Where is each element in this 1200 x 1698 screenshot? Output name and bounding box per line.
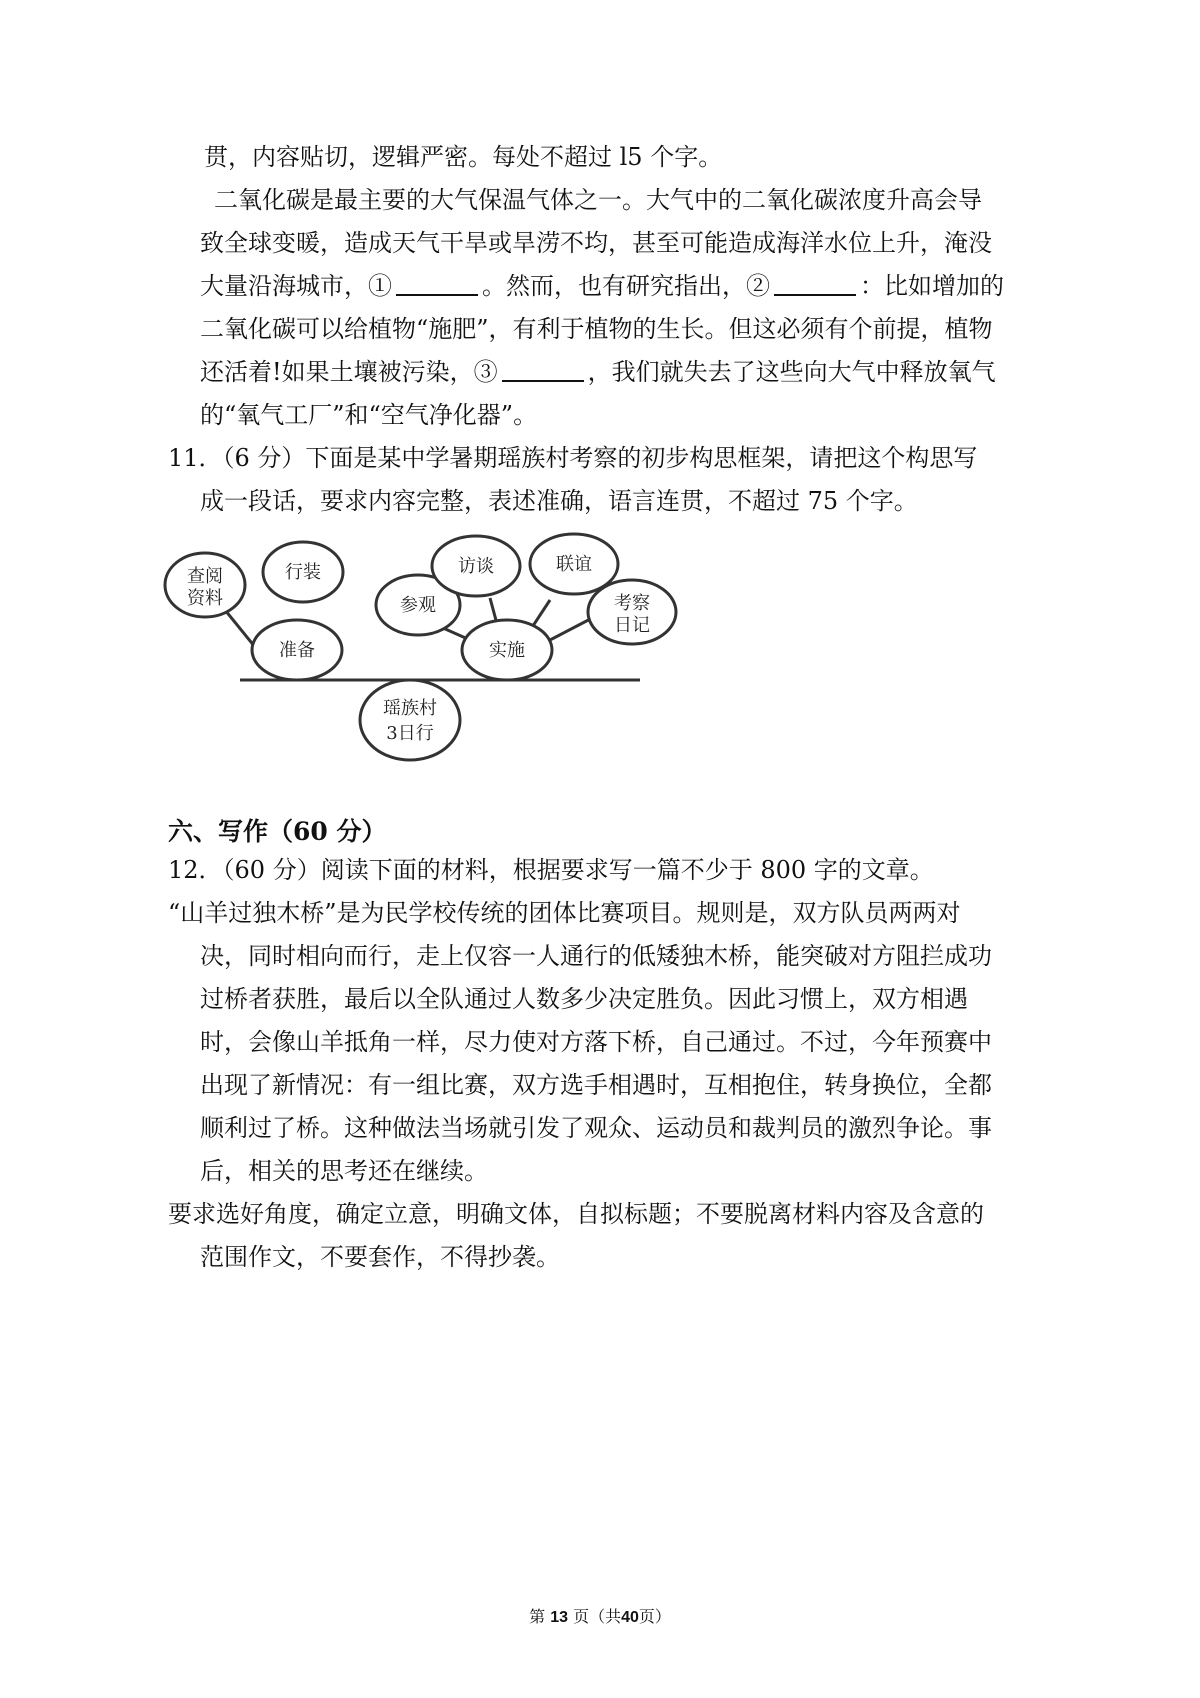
node-prep-label: 准备 [279, 640, 315, 661]
node-consult-label-2: 资料 [187, 588, 223, 609]
q12-material-line: 顺利过了桥。这种做法当场就引发了观众、运动员和裁判员的激烈争论。事 [200, 1114, 992, 1142]
q12-material-line: 后，相关的思考还在继续。 [200, 1157, 488, 1185]
footer-prefix: 第 [529, 1607, 546, 1626]
node-impl-label: 实施 [489, 640, 525, 661]
text-segment: 大量沿海城市，① [200, 272, 392, 300]
answer-blank-3 [502, 358, 584, 382]
mind-map-diagram [160, 530, 720, 830]
node-root-label-2: 3日行 [386, 723, 434, 744]
footer-total-pages: 40 [621, 1609, 639, 1626]
node-root [360, 680, 460, 760]
section-heading-writing: 六、写作（60 分） [168, 817, 387, 846]
node-friendship-label: 联谊 [556, 554, 592, 575]
q12-material-line: 出现了新情况：有一组比赛，双方选手相遇时，互相抱住，转身换位，全都 [200, 1071, 992, 1099]
text-segment: ，我们就失去了这些向大气中释放氧气 [587, 358, 996, 386]
q10-paragraph-line: 二氧化碳是最主要的大气保温气体之一。大气中的二氧化碳浓度升高会导 [214, 186, 982, 214]
q10-paragraph-line: 的“氧气工厂”和“空气净化器”。 [200, 401, 538, 429]
q12-material-line: 过桥者获胜，最后以全队通过人数多少决定胜负。因此习惯上，双方相遇 [200, 985, 968, 1013]
q12-requirement-line: 范围作文，不要套作，不得抄袭。 [200, 1243, 560, 1271]
q12-material-line: 决，同时相向而行，走上仅容一人通行的低矮独木桥，能突破对方阻拦成功 [200, 942, 992, 970]
q10-paragraph-line: 致全球变暖，造成天气干旱或旱涝不均，甚至可能造成海洋水位上升，淹没 [200, 229, 992, 257]
footer-suffix: 页） [638, 1607, 671, 1626]
page-footer [0, 1604, 1200, 1627]
text-segment: 。然而，也有研究指出，② [482, 272, 770, 300]
footer-page-number: 13 [550, 1609, 568, 1626]
q12-requirement-line: 要求选好角度，确定立意，明确文体，自拟标题；不要脱离材料内容及含意的 [168, 1200, 984, 1228]
connector-line [225, 610, 255, 647]
node-visit-label: 参观 [400, 595, 436, 616]
answer-blank-1 [396, 272, 478, 296]
node-root-label-1: 瑶族村 [383, 698, 437, 719]
q10-line-1: 贯，内容贴切，逻辑严密。每处不超过 l5 个字。 [204, 143, 723, 171]
node-consult-label-1: 查阅 [187, 566, 223, 587]
q11-line-1: 11．（6 分）下面是某中学暑期瑶族村考察的初步构思框架，请把这个构思写 [168, 444, 978, 472]
footer-middle: 页（共 [573, 1607, 622, 1626]
node-interview-label: 访谈 [458, 556, 494, 577]
node-diary-label-2: 日记 [614, 615, 650, 636]
node-pack-label: 行装 [285, 562, 321, 583]
q12-line-1: 12．（60 分）阅读下面的材料，根据要求写一篇不少于 800 字的文章。 [168, 856, 934, 884]
q10-paragraph-line-blanks [200, 269, 1004, 303]
text-segment: 还活着!如果土壤被污染，③ [200, 358, 498, 386]
node-diary-label-1: 考察 [614, 593, 650, 614]
answer-blank-2 [774, 272, 856, 296]
q10-paragraph-line-blank [200, 355, 996, 389]
q12-material-line: “山羊过独木桥”是为民学校传统的团体比赛项目。规则是，双方队员两两对 [168, 899, 961, 927]
q12-material-line: 时，会像山羊抵角一样，尽力使对方落下桥，自己通过。不过，今年预赛中 [200, 1028, 992, 1056]
text-segment: ：比如增加的 [860, 272, 1004, 300]
q10-paragraph-line: 二氧化碳可以给植物“施肥”，有利于植物的生长。但这必须有个前提，植物 [200, 315, 993, 343]
q11-line-2: 成一段话，要求内容完整，表述准确，语言连贯，不超过 75 个字。 [200, 487, 918, 515]
